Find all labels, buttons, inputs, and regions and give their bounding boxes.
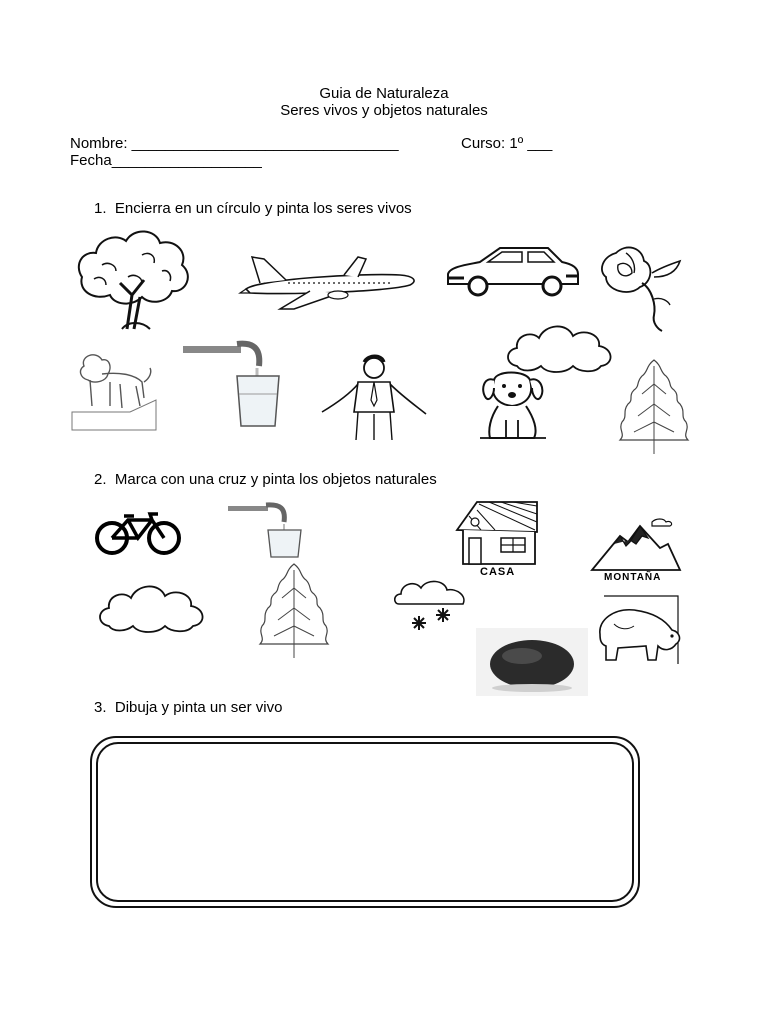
lion-icon xyxy=(70,352,158,432)
cloud-icon xyxy=(97,578,209,634)
house-label: CASA xyxy=(480,566,516,578)
mountain-icon xyxy=(590,518,682,572)
question-text: Dibuja y pinta un ser vivo xyxy=(114,699,283,716)
car-icon xyxy=(444,244,580,298)
polar-bear-icon xyxy=(594,594,684,666)
question-3 xyxy=(94,698,282,717)
cloud-icon xyxy=(505,318,615,374)
question-number: 1. xyxy=(94,200,107,217)
pine-tree-icon xyxy=(254,560,334,660)
course-field-line: Curso: 1º ___ xyxy=(461,135,553,152)
name-field-line: Nombre: ________________________________ xyxy=(70,135,399,152)
airplane-icon xyxy=(240,253,418,313)
question-1 xyxy=(94,199,412,218)
pine-tree-icon xyxy=(616,356,694,456)
date-field-line: Fecha__________________ xyxy=(70,152,262,169)
tree-icon xyxy=(72,225,197,331)
faucet-glass-icon xyxy=(183,338,283,432)
mountain-label: MONTAÑA xyxy=(604,572,662,583)
question-text: Marca con una cruz y pinta los objetos naturales xyxy=(114,471,437,488)
bicycle-icon xyxy=(94,512,184,556)
question-number: 3. xyxy=(94,699,107,716)
worksheet-title: Guia de Naturaleza xyxy=(319,85,449,102)
drawing-area[interactable] xyxy=(96,742,634,902)
man-icon xyxy=(318,352,430,442)
question-text: Encierra en un círculo y pinta los seres vivos xyxy=(114,200,412,217)
faucet-glass-icon xyxy=(228,502,310,558)
question-number: 2. xyxy=(94,471,107,488)
question-2 xyxy=(94,470,437,489)
stone-icon xyxy=(476,628,588,696)
dog-icon xyxy=(476,368,550,442)
snow-cloud-icon xyxy=(393,576,469,636)
worksheet-subtitle: Seres vivos y objetos naturales xyxy=(280,102,488,119)
